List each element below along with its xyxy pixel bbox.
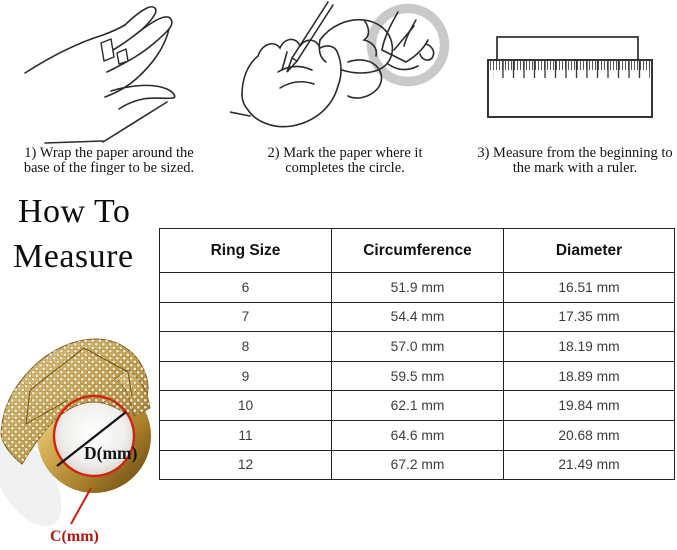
circumference-label: C(mm) [50, 528, 99, 545]
cell-circumference: 54.4 mm [332, 302, 504, 332]
step2-caption [245, 146, 445, 176]
ring-size-table [159, 228, 675, 480]
cell-size: 10 [160, 391, 332, 421]
step3-caption [468, 146, 677, 176]
ruler-major-ticks [493, 61, 650, 78]
cell-size: 8 [160, 332, 332, 362]
table-row [160, 450, 675, 480]
cell-circumference: 64.6 mm [332, 420, 504, 450]
circumference-header: Circumference [332, 229, 504, 273]
cell-diameter: 16.51 mm [504, 273, 675, 303]
step1-caption-line1: 1) Wrap the paper around the [24, 145, 194, 161]
diameter-label: D(mm) [84, 443, 138, 463]
cell-diameter: 20.68 mm [504, 420, 675, 450]
cell-size: 11 [160, 420, 332, 450]
cell-circumference: 51.9 mm [332, 273, 504, 303]
cell-size: 12 [160, 450, 332, 480]
table-row [160, 420, 675, 450]
page-title-line1: How To [18, 193, 131, 230]
cell-diameter: 18.89 mm [504, 361, 675, 391]
table-row [160, 361, 675, 391]
step2-caption-line1: 2) Mark the paper where it [267, 145, 423, 161]
cell-circumference: 62.1 mm [332, 391, 504, 421]
step3-caption-line1: 3) Measure from the beginning to [477, 145, 673, 161]
cell-diameter: 19.84 mm [504, 391, 675, 421]
table-header-row [160, 229, 675, 273]
cell-circumference: 57.0 mm [332, 332, 504, 362]
table-row [160, 391, 675, 421]
paper-strip-shape [497, 37, 638, 62]
table-row [160, 273, 675, 303]
hand-mark-paper-illustration [230, 0, 460, 148]
cell-circumference: 59.5 mm [332, 361, 504, 391]
diameter-header: Diameter [504, 229, 675, 273]
hand-wrap-paper-illustration [15, 5, 220, 147]
cell-diameter: 21.49 mm [504, 450, 675, 480]
page-title-line2: Measure [13, 238, 134, 275]
gold-ring-photo [0, 332, 170, 532]
table-row [160, 332, 675, 362]
ruler-illustration [480, 28, 660, 123]
cell-size: 9 [160, 361, 332, 391]
step2-caption-line2: completes the circle. [285, 160, 405, 176]
table-row [160, 302, 675, 332]
cell-diameter: 17.35 mm [504, 302, 675, 332]
paper-strip-shape [101, 39, 114, 61]
cell-diameter: 18.19 mm [504, 332, 675, 362]
circumference-leader-line [71, 488, 91, 524]
step1-caption [10, 146, 208, 176]
step1-caption-line2: base of the finger to be sized. [23, 160, 195, 176]
cell-circumference: 67.2 mm [332, 450, 504, 480]
step3-caption-line2: the mark with a ruler. [512, 160, 638, 176]
cell-size: 7 [160, 302, 332, 332]
cell-size: 6 [160, 273, 332, 303]
ring-size-header: Ring Size [160, 229, 332, 273]
